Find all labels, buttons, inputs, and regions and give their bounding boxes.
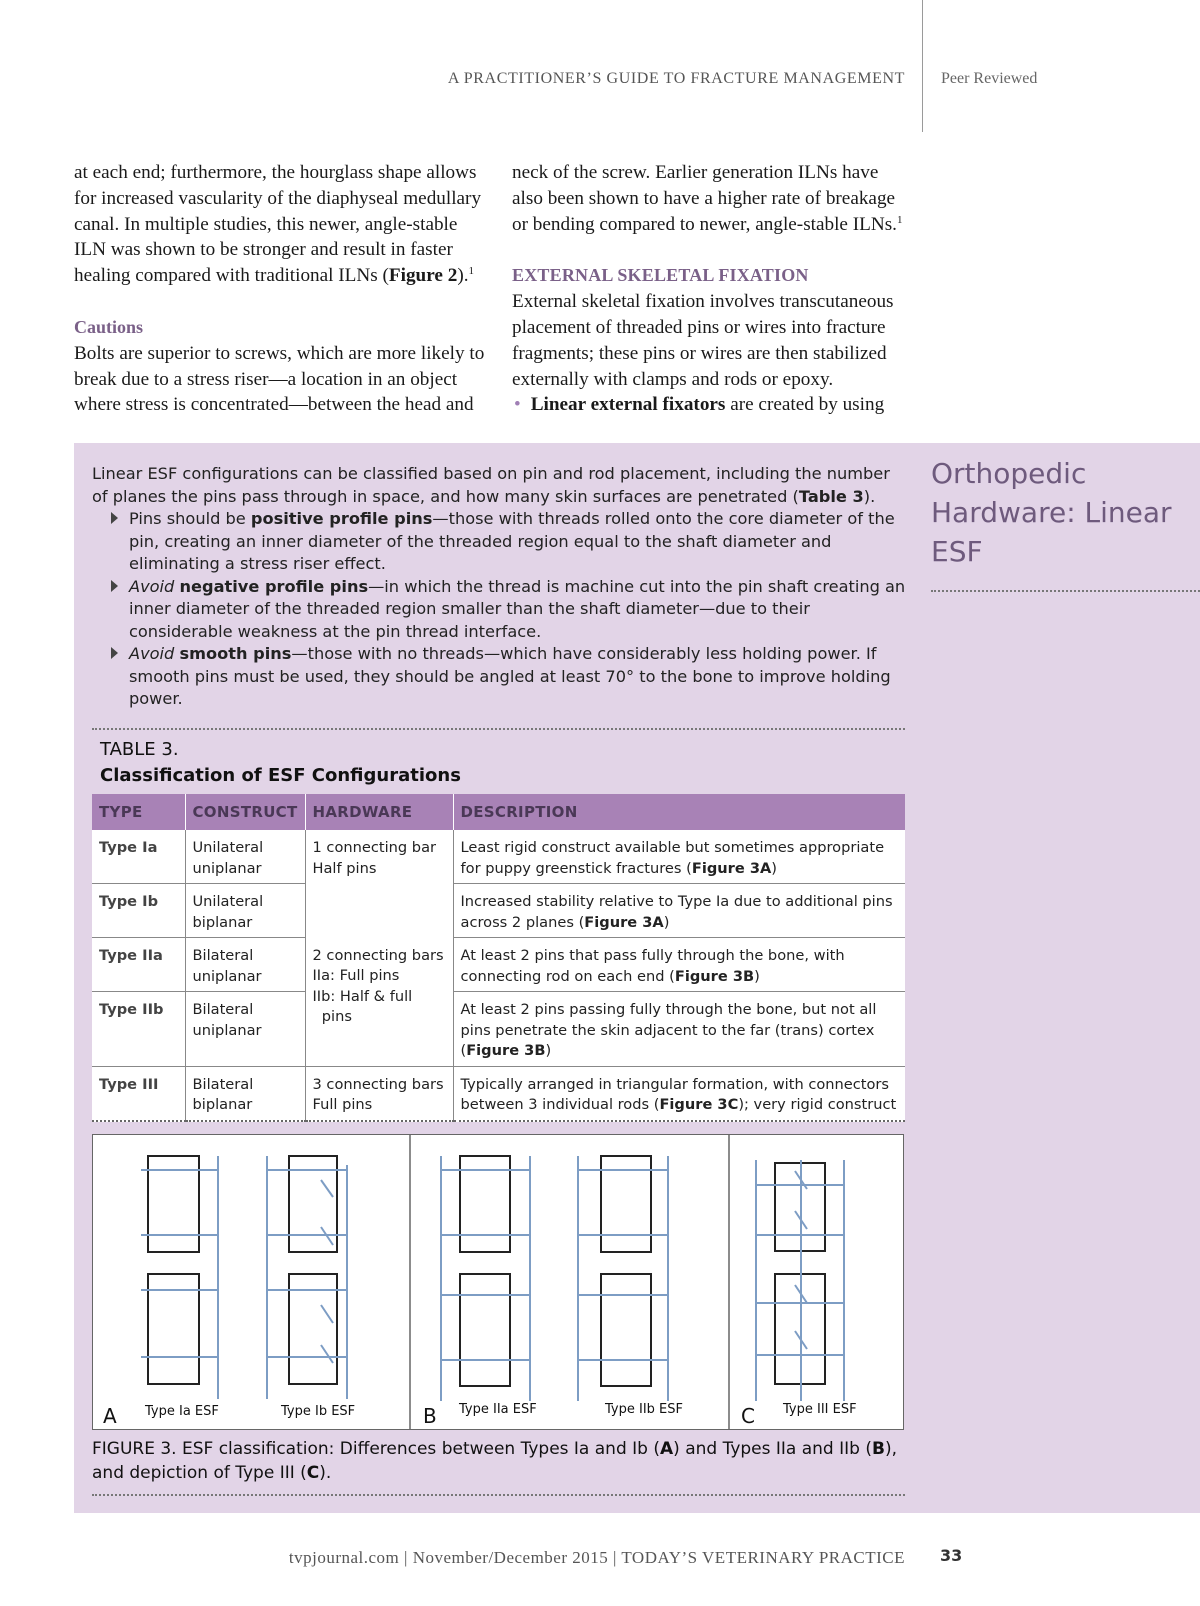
cell-type: Type Ia — [92, 830, 185, 884]
cell-description: Typically arranged in triangular formation, with connectors between 3 individual rods (Figure 3C); very rigid construct — [453, 1066, 905, 1121]
label-type-iia: Type IIa ESF — [459, 1402, 537, 1417]
citation: 1 — [468, 265, 474, 278]
side-title-divider — [931, 590, 1200, 592]
esf-diagram — [93, 1135, 903, 1429]
pin — [321, 1180, 333, 1197]
esf-classification-table — [92, 794, 905, 1122]
right-column — [512, 160, 912, 418]
table-row — [92, 884, 905, 938]
cell-type: Type IIa — [92, 938, 185, 992]
footer-text: tvpjournal.com | November/December 2015 | TODAY’S VETERINARY PRACTICE — [288, 1548, 905, 1567]
intro-divider — [92, 728, 905, 730]
table-row — [92, 938, 905, 992]
citation: 1 — [896, 213, 903, 226]
figure-3 — [92, 1134, 904, 1430]
table-title: Classification of ESF Configurations — [100, 765, 461, 786]
page-number: 33 — [940, 1546, 963, 1565]
pin — [321, 1345, 333, 1363]
cell-hardware: 1 connecting bar Half pins — [305, 830, 453, 938]
cell-description: At least 2 pins passing fully through the bone, but not all pins penetrate the skin adjacent to the far (trans) cortex (Figure 3B) — [453, 992, 905, 1067]
header-description: DESCRIPTION — [453, 794, 905, 830]
cell-description: Increased stability relative to Type Ia due to additional pins across 2 planes (Figure 3A) — [453, 884, 905, 938]
header-construct: CONSTRUCT — [185, 794, 305, 830]
bone-fragment — [601, 1274, 651, 1386]
table-row — [92, 1066, 905, 1121]
cell-description: At least 2 pins that pass fully through the bone, with connecting rod on each end (Figure 3B) — [453, 938, 905, 992]
panel-intro-text: Linear ESF configurations can be classified based on pin and rod placement, including the number of planes the pins pass through in space, and how many skin surfaces are penetrated (Table 3). — [92, 464, 890, 506]
table-label: TABLE 3. — [100, 739, 179, 760]
label-type-ia: Type Ia ESF — [145, 1404, 219, 1419]
cell-type: Type Ib — [92, 884, 185, 938]
header-type: TYPE — [92, 794, 185, 830]
panel-letter-c: C — [741, 1404, 755, 1428]
header-hardware: HARDWARE — [305, 794, 453, 830]
bone-fragment — [460, 1274, 510, 1386]
triangle-bullet-icon — [111, 580, 118, 592]
cell-construct: Unilateral uniplanar — [185, 830, 305, 884]
triangle-bullet-icon — [111, 512, 118, 524]
cell-type: Type III — [92, 1066, 185, 1121]
pin-bullet-list — [92, 508, 907, 711]
bullet-positive-pins: Pins should be positive profile pins—those with threads rolled onto the core diameter of the pin, creating an inner diameter of the threaded region equal to the shaft diameter and eliminating a stress riser effect. — [92, 508, 907, 576]
table-row — [92, 992, 905, 1067]
bullet-linear-fixators: • Linear external fixators are created by using — [514, 394, 885, 416]
table-reference: Table 3 — [798, 487, 864, 506]
bullet-smooth-pins: Avoid smooth pins—those with no threads—which have considerably less holding power. If smooth pins must be used, they should be angled at least 70° to the bone to improve holding power. — [92, 643, 907, 711]
label-type-ib: Type Ib ESF — [281, 1404, 356, 1419]
cell-construct: Bilateral biplanar — [185, 1066, 305, 1121]
paragraph-esf: External skeletal fixation involves transcutaneous placement of threaded pins or wires into fracture fragments; these pins or wires are then stabilized externally with clamps and rods or epoxy. — [512, 291, 894, 390]
cell-construct: Bilateral uniplanar — [185, 938, 305, 992]
panel-letter-a: A — [103, 1404, 117, 1428]
panel-intro — [92, 462, 907, 711]
paragraph-screw: neck of the screw. Earlier generation ILNs have also been shown to have a higher rate of breakage or bending compared to newer, angle-stable ILNs.$^1$ — [512, 162, 903, 235]
table-header-row — [92, 794, 905, 830]
triangle-bullet-icon — [111, 647, 118, 659]
paragraph-ilm: at each end; furthermore, the hourglass shape allows for increased vascularity of the diaphyseal medullary canal. In multiple studies, this newer, angle-stable ILN was shown to be stronger and result in faster healing compared with traditional ILNs (Figure 2).$^1$ — [74, 162, 482, 287]
panel-letter-b: B — [423, 1404, 437, 1428]
paragraph-cautions: Bolts are superior to screws, which are more likely to break due to a stress riser—a location in an object where stress is concentrated—between the head and — [74, 342, 485, 416]
running-title: A PRACTITIONER’S GUIDE TO FRACTURE MANAGEMENT — [447, 70, 905, 87]
figure-caption: FIGURE 3. ESF classification: Differences between Types Ia and Ib (A) and Types IIa and IIb (B), and depiction of Type III (C). — [92, 1439, 897, 1483]
cell-type: Type IIb — [92, 992, 185, 1067]
left-column — [74, 160, 489, 418]
cell-description: Least rigid construct available but sometimes appropriate for puppy greenstick fractures (Figure 3A) — [453, 830, 905, 884]
caption-divider — [92, 1494, 905, 1496]
figure-reference: Figure 2 — [388, 265, 458, 287]
cautions-heading: Cautions — [74, 316, 144, 337]
table-row — [92, 830, 905, 884]
label-type-iii: Type III ESF — [783, 1402, 857, 1417]
cell-hardware: 2 connecting bars IIa: Full pins IIb: Half & full pins — [305, 938, 453, 1067]
pin — [321, 1305, 333, 1323]
bullet-icon: • — [514, 394, 521, 416]
table-caption — [100, 737, 461, 789]
cell-construct: Unilateral biplanar — [185, 884, 305, 938]
cell-construct: Bilateral uniplanar — [185, 992, 305, 1067]
header-divider — [922, 0, 923, 132]
cell-hardware: 3 connecting bars Full pins — [305, 1066, 453, 1121]
panel-side-title: Orthopedic Hardware: Linear ESF — [931, 457, 1172, 568]
bullet-negative-pins: Avoid negative profile pins—in which the thread is machine cut into the pin shaft creating an inner diameter of the threaded region smaller than the shaft diameter—due to their considerable weakness at the pin thread interface. — [92, 576, 907, 644]
esf-heading: EXTERNAL SKELETAL FIXATION — [512, 265, 809, 286]
label-type-iib: Type IIb ESF — [605, 1402, 683, 1417]
section-label: Peer Reviewed — [941, 70, 1038, 87]
